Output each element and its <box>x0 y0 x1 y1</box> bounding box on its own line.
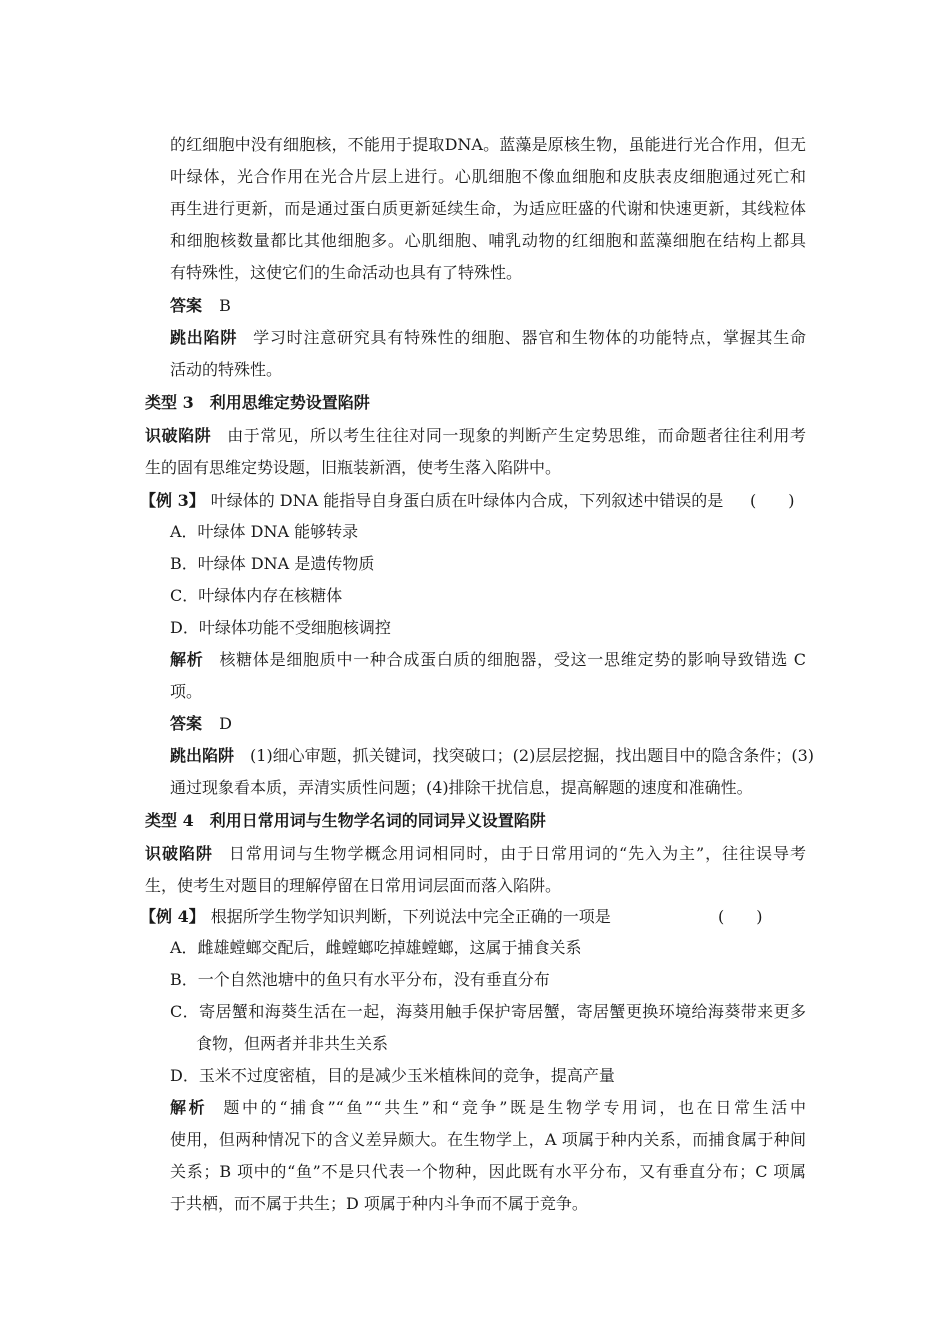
identify-text: 生的固有思维定势设题，旧瓶装新酒，使考生落入陷阱中。 <box>145 458 562 477</box>
analysis-text: 使用，但两种情况下的含义差异颇大。在生物学上，A 项属于种内关系，而捕食属于种间 <box>170 1130 806 1149</box>
answer-value: B <box>219 296 231 315</box>
analysis-row <box>170 649 806 671</box>
option-d: D．玉米不过度密植，目的是减少玉米植株间的竞争，提高产量 <box>170 1066 615 1085</box>
identify-text: 日常用词与生物学概念用词相同时，由于日常用词的“先入为主”，往往误导考 <box>228 844 806 863</box>
trap-row <box>170 327 806 349</box>
trap-text: 通过现象看本质，弄清实质性问题；(4)排除干扰信息，提高解题的速度和准确性。 <box>170 778 753 797</box>
trap-label: 跳出陷阱 <box>170 746 235 765</box>
option-a: A．叶绿体 DNA 能够转录 <box>170 522 359 541</box>
answer-label: 答案 <box>170 714 203 733</box>
paragraph-line: 叶绿体，光合作用在光合片层上进行。心肌细胞不像血细胞和皮肤表皮细胞通过死亡和 <box>170 167 806 186</box>
section-heading-type3: 类型 3 利用思维定势设置陷阱 <box>145 393 370 412</box>
identify-text: 生，使考生对题目的理解停留在日常用词层面而落入陷阱。 <box>145 876 562 895</box>
answer-row <box>170 295 231 317</box>
trap-label: 跳出陷阱 <box>170 328 238 347</box>
option-b: B．一个自然池塘中的鱼只有水平分布，没有垂直分布 <box>170 970 550 989</box>
trap-text: 活动的特殊性。 <box>170 360 283 379</box>
option-a: A．雌雄螳螂交配后，雌螳螂吃掉雄螳螂，这属于捕食关系 <box>170 938 582 957</box>
identify-label: 识破陷阱 <box>145 844 213 863</box>
option-d: D．叶绿体功能不受细胞核调控 <box>170 618 391 637</box>
trap-text: 学习时注意研究具有特殊性的细胞、器官和生物体的功能特点，掌握其生命 <box>253 328 806 347</box>
paragraph-line: 再生进行更新，而是通过蛋白质更新延续生命，为适应旺盛的代谢和快速更新，其线粒体 <box>170 199 806 218</box>
section-heading-type4: 类型 4 利用日常用词与生物学名词的同词异义设置陷阱 <box>145 811 546 830</box>
example-question <box>140 906 611 928</box>
trap-text: (1)细心审题，抓关键词，找突破口；(2)层层挖掘，找出题目中的隐含条件；(3) <box>250 746 815 765</box>
analysis-label: 解析 <box>170 1098 208 1117</box>
identify-row <box>145 843 806 865</box>
answer-label: 答案 <box>170 296 203 315</box>
analysis-text: 题中的“捕食”“鱼”“共生”和“竞争”既是生物学专用词，也在日常生活中 <box>223 1098 806 1117</box>
answer-blank: ( ) <box>750 491 795 510</box>
example-question-text: 叶绿体的 DNA 能指导自身蛋白质在叶绿体内合成，下列叙述中错误的是 <box>210 491 724 510</box>
analysis-text: 项。 <box>170 682 203 701</box>
option-b: B．叶绿体 DNA 是遗传物质 <box>170 554 375 573</box>
example-tag: 【例 4】 <box>140 907 205 926</box>
paragraph-line: 和细胞核数量都比其他细胞多。心肌细胞、哺乳动物的红细胞和蓝藻细胞在结构上都具 <box>170 231 806 250</box>
answer-blank: ( ) <box>718 907 763 926</box>
analysis-row <box>170 1097 806 1119</box>
paragraph-line: 的红细胞中没有细胞核，不能用于提取DNA。蓝藻是原核生物，虽能进行光合作用，但无 <box>170 135 806 154</box>
example-tag: 【例 3】 <box>140 491 205 510</box>
analysis-text: 关系；B 项中的“鱼”不是只代表一个物种，因此既有水平分布，又有垂直分布；C 项属 <box>170 1162 806 1181</box>
paragraph-line: 有特殊性，这使它们的生命活动也具有了特殊性。 <box>170 263 523 282</box>
identify-row <box>145 425 806 447</box>
answer-row <box>170 713 232 735</box>
trap-row <box>170 745 815 767</box>
identify-label: 识破陷阱 <box>145 426 212 445</box>
analysis-text: 于共栖，而不属于共生；D 项属于种内斗争而不属于竞争。 <box>170 1194 588 1213</box>
example-question-text: 根据所学生物学知识判断，下列说法中完全正确的一项是 <box>210 907 611 926</box>
answer-value: D <box>219 714 232 733</box>
analysis-label: 解析 <box>170 650 204 669</box>
analysis-text: 核糖体是细胞质中一种合成蛋白质的细胞器，受这一思维定势的影响导致错选 C <box>219 650 806 669</box>
example-question <box>140 490 723 512</box>
option-c: C．叶绿体内存在核糖体 <box>170 586 343 605</box>
option-c-continued: 食物，但两者并非共生关系 <box>196 1034 389 1053</box>
identify-text: 由于常见，所以考生往往对同一现象的判断产生定势思维，而命题者往往利用考 <box>227 426 806 445</box>
option-c: C．寄居蟹和海葵生活在一起，海葵用触手保护寄居蟹，寄居蟹更换环境给海葵带来更多 <box>170 1002 806 1021</box>
